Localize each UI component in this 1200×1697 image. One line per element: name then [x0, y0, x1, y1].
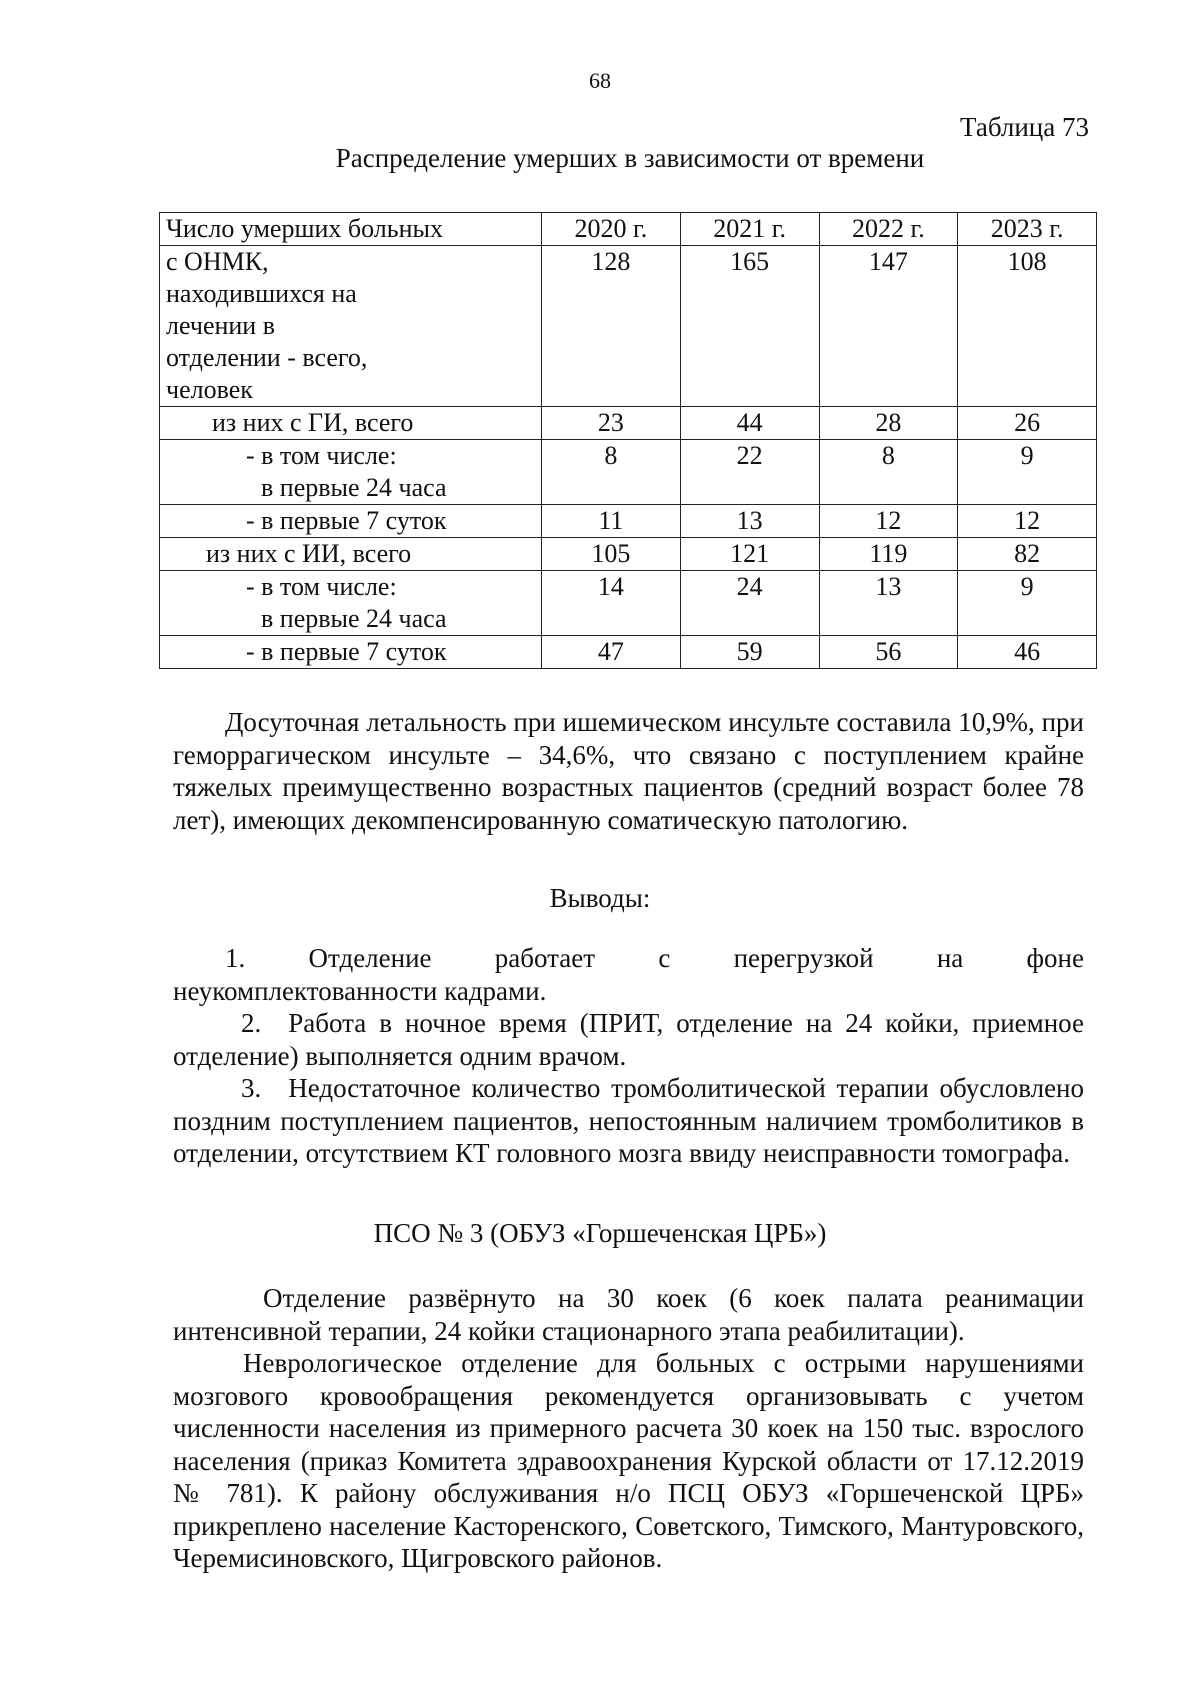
cell-value: 105 [542, 538, 681, 571]
paragraph-department: Неврологическое отделение для больных с острыми нарушениями мозгового кровообращения рекомендуется организовывать с учетом численности населения из примерного расчета 30 коек на 150 тыс. взрослого населения (приказ Комитета здравоохранения Курской области от 17.12.2019 № 781). К району обслуживания н/о ПСЦ ОБУЗ «Горшеченской ЦРБ» прикреплено население Касторенского, Советского, Тимского, Мантуровского, Черемисиновского, Щигровского районов. [173, 1348, 1084, 1573]
cell-value: 8 [542, 440, 681, 505]
mortality-table [159, 212, 1097, 669]
table-row [160, 571, 1097, 636]
row-label: из них с ГИ, всего [160, 407, 542, 440]
table-row [160, 636, 1097, 669]
cell-value: 121 [680, 538, 819, 571]
table-row [160, 505, 1097, 538]
cell-value: 13 [680, 505, 819, 538]
row-label: - в первые 7 суток [160, 505, 542, 538]
header-label: Число умерших больных [160, 213, 542, 246]
header-year: 2021 г. [680, 213, 819, 246]
row-label: - в первые 7 суток [160, 636, 542, 669]
cell-value: 59 [680, 636, 819, 669]
conclusion-1-first-line: 1. Отделение работает с перегрузкой на фоне [173, 942, 1084, 975]
table-label: Таблица 73 [960, 112, 1089, 142]
conclusion-3: 3. Недостаточное количество тромболитической терапии обусловлено поздним поступлением пациентов, непостоянным наличием тромболитиков в отделении, отсутствием КТ головного мозга ввиду неисправности томографа. [173, 1073, 1084, 1168]
cell-value: 56 [819, 636, 958, 669]
cell-value: 23 [542, 407, 681, 440]
cell-value: 26 [958, 407, 1097, 440]
conclusions-heading: Выводы: [549, 883, 651, 913]
row-label: с ОНМК, находившихся на лечении в отделении - всего, человек [160, 246, 542, 407]
table-row [160, 246, 1097, 407]
header-year: 2023 г. [958, 213, 1097, 246]
cell-value: 13 [819, 571, 958, 636]
cell-value: 9 [958, 440, 1097, 505]
cell-value: 119 [819, 538, 958, 571]
paragraph-beds: Отделение развёрнуто на 30 коек (6 коек палата реанимации интенсивной терапии, 24 койки стационарного этапа реабилитации). [173, 1283, 1084, 1346]
row-label: - в том числе: в первые 24 часа [160, 440, 542, 505]
paragraph-lethality: Досуточная летальность при ишемическом инсульте составила 10,9%, при геморрагическом инсульте – 34,6%, что связано с поступлением крайне тяжелых преимущественно возрастных пациентов (средний возраст более 78 лет), имеющих декомпенсированную соматическую патологию. [173, 707, 1084, 835]
cell-value: 12 [819, 505, 958, 538]
cell-value: 9 [958, 571, 1097, 636]
cell-value: 82 [958, 538, 1097, 571]
cell-value: 44 [680, 407, 819, 440]
header-year: 2022 г. [819, 213, 958, 246]
cell-value: 12 [958, 505, 1097, 538]
conclusion-1: 1. Отделение работает с перегрузкой на фоне неукомплектованности кадрами. [173, 943, 1084, 1006]
table-row [160, 407, 1097, 440]
cell-value: 165 [680, 246, 819, 407]
table-title: Распределение умерших в зависимости от времени [335, 143, 925, 173]
cell-value: 28 [819, 407, 958, 440]
row-label: из них с ИИ, всего [160, 538, 542, 571]
row-label: - в том числе: в первые 24 часа [160, 571, 542, 636]
cell-value: 14 [542, 571, 681, 636]
page-number: 68 [589, 68, 611, 93]
conclusion-2: 2. Работа в ночное время (ПРИТ, отделение на 24 койки, приемное отделение) выполняется одним врачом. [173, 1008, 1084, 1071]
cell-value: 22 [680, 440, 819, 505]
cell-value: 108 [958, 246, 1097, 407]
list-number: 1. [225, 943, 246, 973]
section-heading: ПСО № 3 (ОБУЗ «Горшеченская ЦРБ») [373, 1218, 827, 1248]
cell-value: 147 [819, 246, 958, 407]
cell-value: 24 [680, 571, 819, 636]
table-row [160, 440, 1097, 505]
table-header-row [160, 213, 1097, 246]
cell-value: 11 [542, 505, 681, 538]
cell-value: 8 [819, 440, 958, 505]
cell-value: 47 [542, 636, 681, 669]
table-row [160, 538, 1097, 571]
cell-value: 46 [958, 636, 1097, 669]
header-year: 2020 г. [542, 213, 681, 246]
cell-value: 128 [542, 246, 681, 407]
